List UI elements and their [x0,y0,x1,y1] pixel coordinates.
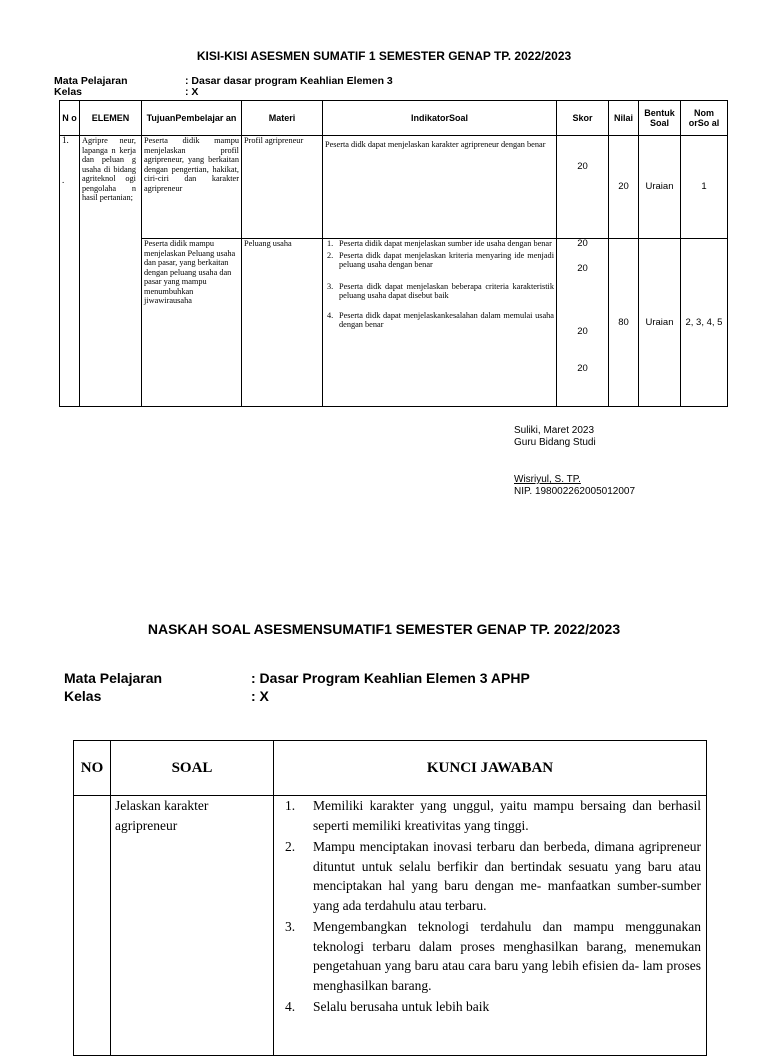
header-row [60,101,728,136]
header-nilai: Nilai [609,101,639,136]
kunci-jawaban-cell [274,796,707,1056]
class-label: Kelas [54,86,83,98]
materi-cell: Peluang usaha [242,239,323,407]
indikator-item: 4. Peserta didk dapat menjelaskankesalahan dalam memulai usaha dengan benar [327,310,554,329]
answer-item: 2. Mampu menciptakan inovasi terbaru dan berbeda, dimana agripreneur dituntut untuk selalu berfikir dan bertindak sesuatu yang baru atau menciptakan hal yang baru dengan me- manfaatkan sumber-sumber yang ada terdahulu atau terbaru. [285,839,701,913]
bentuk-cell: Uraian [639,136,681,239]
signature-role: Guru Bidang Studi [514,437,596,448]
subject-label: Mata Pelajaran [54,75,128,87]
skor-value: 20 [577,326,588,337]
nilai-cell: 80 [609,239,639,407]
answer-item: 4. Selalu berusaha untuk lebih baik [285,999,490,1014]
kisi-kisi-title: KISI-KISI ASESMEN SUMATIF 1 SEMESTER GENAP TP. 2022/2023 [196,49,572,63]
skor-value: 20 [577,238,588,249]
header-bentuk: Bentuk Soal [639,101,681,136]
naskah-soal-table [73,740,707,1056]
header-skor: Skor [557,101,609,136]
bentuk-cell: Uraian [639,239,681,407]
nomor-cell: 1 [681,136,728,239]
header-soal: SOAL [111,741,274,796]
tujuan-cell: Peserta didik mampu menjelaskan Peluang usaha dan pasar, yang berkaitan dengan peluang usaha dan pasar yang mampu menumbuhkan jiwawirausaha [142,239,242,407]
header-elemen: ELEMEN [80,101,142,136]
skor-cell [557,239,609,407]
subject-value-2: : Dasar Program Keahlian Elemen 3 APHP [251,670,530,686]
elemen-text: Agripre neur, lapanga n kerja dan peluan g usaha di bidang agriteknol ogi pengolaha n hasil pertanian; [82,136,136,202]
row-bullet: . [62,174,65,185]
row-no-cell [60,136,80,407]
skor-value: 20 [577,263,588,274]
subject-label-2: Mata Pelajaran [64,670,163,686]
header-kunci-jawaban: KUNCI JAWABAN [274,741,707,796]
signature-name: Wisriyul, S. TP. [514,474,581,485]
soal-no-cell [74,796,111,1056]
subject-value: : Dasar dasar program Keahlian Elemen 3 [185,75,393,87]
skor-cell: 20 [557,136,609,239]
header-materi: Materi [242,101,323,136]
table-row [60,239,728,407]
answer-list [279,796,701,1017]
signature-place-date: Suliki, Maret 2023 [514,425,595,436]
soal-cell: Jelaskan karakter agripreneur [111,796,274,1056]
kisi-kisi-table [59,100,728,407]
indikator-item: 1. Peserta didik dapat menjelaskan sumber ide usaha dengan benar [327,239,552,248]
answer-item: 3. Mengembangkan teknologi terdahulu dan mampu menggunakan teknologi terbaru dalam proses menghasilkan barang, menemukan pengetahuan yang baru atau cara baru yang lebih efisien da- lam proses menghasilkan barang. [285,919,701,993]
naskah-soal-title: NASKAH SOAL ASESMENSUMATIF1 SEMESTER GENAP TP. 2022/2023 [147,621,621,637]
skor-value: 20 [577,363,588,374]
nomor-cell: 2, 3, 4, 5 [681,239,728,407]
header-indikator: IndikatorSoal [323,101,557,136]
class-value: : X [185,86,199,98]
tujuan-cell: Peserta didik mampu menjelaskan profil agripreneur, yang berkaitan dengan pengertian, hakikat, ciri-ciri dan karakter agripreneur [142,136,242,239]
indikator-cell: Peserta didk dapat menjelaskan karakter agripreneur dengan benar [323,136,557,239]
table-row [74,796,707,1056]
row-number: 1. [62,135,69,145]
signature-nip: NIP. 198002262005012007 [514,486,636,497]
indikator-cell [323,239,557,407]
class-value-2: : X [251,688,269,704]
header-no: N o [60,101,80,136]
nilai-cell: 20 [609,136,639,239]
indikator-item: 2. Peserta didk dapat menjelaskan kriteria menyaring ide menjadi peluang usaha dengan benar [327,250,554,269]
header-tujuan: TujuanPembelajar an [142,101,242,136]
materi-cell: Profil agripreneur [242,136,323,239]
indikator-item: 3. Peserta didk dapat menjelaskan beberapa criteria karakteristik peluang usaha dapat disebut baik [327,281,554,300]
answer-item: 1. Memiliki karakter yang unggul, yaitu mampu bersaing dan berhasil seperti memiliki kreativitas yang tinggi. [285,798,701,833]
indikator-list [325,239,554,330]
elemen-cell [80,136,142,407]
header-row [74,741,707,796]
header-nomor: Nom orSo al [681,101,728,136]
class-label-2: Kelas [64,688,102,704]
table-row [60,136,728,239]
header-no: NO [74,741,111,796]
